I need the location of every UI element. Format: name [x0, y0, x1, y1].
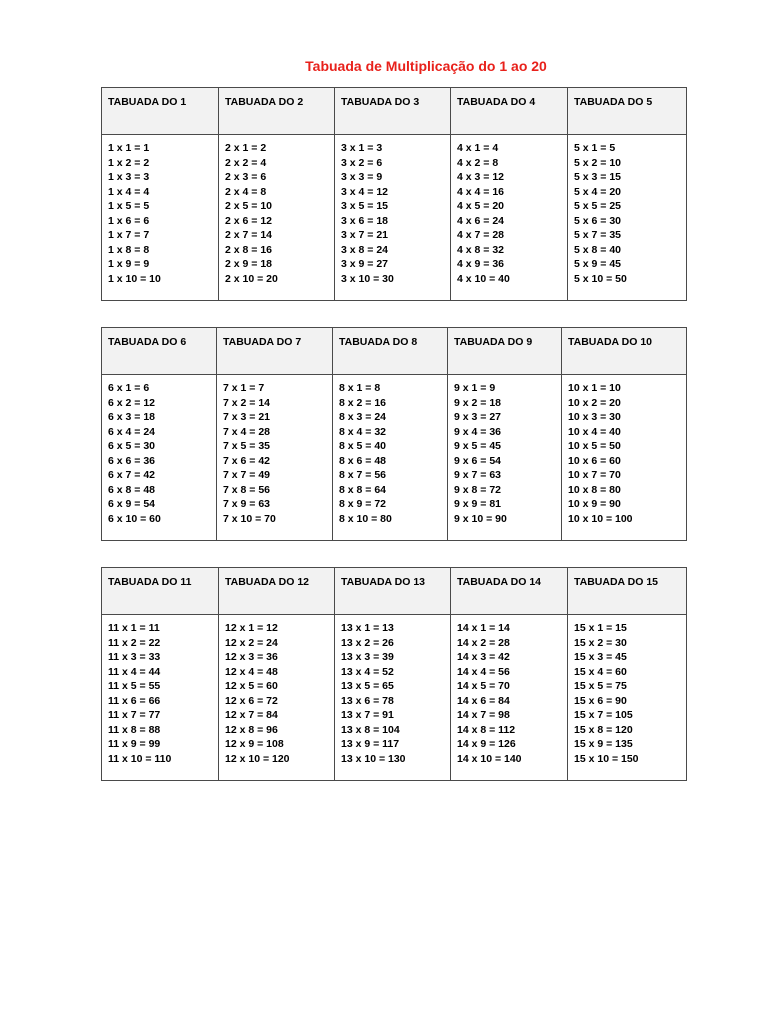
table-header: TABUADA DO 11	[108, 576, 192, 588]
table-body-cell	[335, 615, 451, 781]
multiplication-row: 5 x 5 = 25	[574, 200, 621, 213]
multiplication-row: 5 x 6 = 30	[574, 214, 621, 227]
multiplication-row: 10 x 8 = 80	[568, 483, 621, 496]
multiplication-row: 9 x 3 = 27	[454, 411, 501, 424]
table-body-cell	[102, 375, 217, 541]
multiplication-row: 11 x 9 = 99	[108, 738, 161, 751]
rows-list	[335, 615, 450, 766]
document-title: Tabuada de Multiplicação do 1 ao 20	[305, 58, 547, 74]
multiplication-row: 1 x 3 = 3	[108, 171, 150, 184]
table-header: TABUADA DO 15	[574, 576, 659, 588]
multiplication-row: 2 x 6 = 12	[225, 214, 272, 227]
multiplication-row: 4 x 9 = 36	[457, 258, 504, 271]
multiplication-row: 5 x 4 = 20	[574, 185, 621, 198]
header-cell	[219, 88, 335, 135]
multiplication-row: 1 x 7 = 7	[108, 229, 150, 242]
multiplication-row: 3 x 4 = 12	[341, 185, 388, 198]
multiplication-row: 7 x 2 = 14	[223, 396, 270, 409]
header-cell	[217, 328, 333, 375]
multiplication-row: 4 x 8 = 32	[457, 243, 504, 256]
multiplication-row: 7 x 8 = 56	[223, 483, 270, 496]
multiplication-row: 7 x 5 = 35	[223, 440, 270, 453]
multiplication-row: 6 x 3 = 18	[108, 411, 155, 424]
multiplication-row: 15 x 9 = 135	[574, 738, 633, 751]
multiplication-row: 8 x 6 = 48	[339, 454, 386, 467]
multiplication-row: 1 x 9 = 9	[108, 258, 150, 271]
multiplication-row: 12 x 6 = 72	[225, 694, 278, 707]
multiplication-row: 11 x 4 = 44	[108, 665, 161, 678]
multiplication-row: 14 x 3 = 42	[457, 651, 510, 664]
header-cell	[451, 568, 568, 615]
multiplication-row: 7 x 6 = 42	[223, 454, 270, 467]
table-body-cell	[335, 135, 451, 301]
multiplication-row: 4 x 2 = 8	[457, 156, 499, 169]
multiplication-row: 8 x 3 = 24	[339, 411, 386, 424]
multiplication-row: 15 x 5 = 75	[574, 680, 627, 693]
header-cell	[448, 328, 562, 375]
multiplication-row: 3 x 10 = 30	[341, 272, 394, 285]
multiplication-row: 6 x 1 = 6	[108, 382, 150, 394]
multiplication-row: 5 x 7 = 35	[574, 229, 621, 242]
multiplication-row: 10 x 9 = 90	[568, 498, 621, 511]
header-cell	[562, 328, 687, 375]
multiplication-row: 14 x 7 = 98	[457, 709, 510, 722]
multiplication-block-2	[101, 327, 687, 541]
multiplication-row: 7 x 10 = 70	[223, 512, 276, 525]
table-body-cell	[219, 135, 335, 301]
multiplication-row: 10 x 4 = 40	[568, 425, 621, 438]
header-cell	[451, 88, 568, 135]
header-row	[102, 568, 687, 615]
multiplication-row: 8 x 4 = 32	[339, 425, 386, 438]
multiplication-row: 13 x 6 = 78	[341, 694, 394, 707]
multiplication-row: 6 x 10 = 60	[108, 512, 161, 525]
multiplication-row: 9 x 5 = 45	[454, 440, 501, 453]
header-cell	[333, 328, 448, 375]
multiplication-row: 14 x 10 = 140	[457, 752, 522, 765]
multiplication-row: 14 x 6 = 84	[457, 694, 510, 707]
multiplication-row: 2 x 5 = 10	[225, 200, 272, 213]
multiplication-row: 13 x 7 = 91	[341, 709, 394, 722]
multiplication-row: 1 x 4 = 4	[108, 185, 150, 198]
rows-list	[335, 135, 450, 286]
multiplication-row: 13 x 10 = 130	[341, 752, 406, 765]
multiplication-row: 7 x 7 = 49	[223, 469, 270, 482]
multiplication-row: 4 x 3 = 12	[457, 171, 504, 184]
rows-list	[102, 375, 216, 526]
header-row	[102, 328, 687, 375]
header-cell	[102, 328, 217, 375]
multiplication-row: 6 x 5 = 30	[108, 440, 155, 453]
body-row	[102, 615, 687, 781]
multiplication-row: 4 x 6 = 24	[457, 214, 504, 227]
multiplication-row: 14 x 5 = 70	[457, 680, 510, 693]
header-cell	[219, 568, 335, 615]
multiplication-row: 15 x 10 = 150	[574, 752, 639, 765]
multiplication-row: 12 x 1 = 12	[225, 622, 278, 634]
multiplication-row: 7 x 4 = 28	[223, 425, 270, 438]
multiplication-row: 1 x 6 = 6	[108, 214, 150, 227]
multiplication-row: 12 x 10 = 120	[225, 752, 290, 765]
body-row	[102, 375, 687, 541]
multiplication-row: 6 x 8 = 48	[108, 483, 155, 496]
multiplication-row: 8 x 10 = 80	[339, 512, 392, 525]
multiplication-row: 5 x 3 = 15	[574, 171, 621, 184]
multiplication-row: 15 x 4 = 60	[574, 665, 627, 678]
rows-list	[102, 135, 218, 286]
multiplication-row: 2 x 9 = 18	[225, 258, 272, 271]
multiplication-row: 6 x 7 = 42	[108, 469, 155, 482]
table-header: TABUADA DO 8	[339, 336, 418, 348]
multiplication-row: 10 x 6 = 60	[568, 454, 621, 467]
multiplication-row: 1 x 10 = 10	[108, 272, 161, 285]
multiplication-row: 10 x 2 = 20	[568, 396, 621, 409]
multiplication-row: 3 x 9 = 27	[341, 258, 388, 271]
multiplication-row: 9 x 10 = 90	[454, 512, 507, 525]
multiplication-row: 4 x 4 = 16	[457, 185, 504, 198]
rows-list	[219, 615, 334, 766]
multiplication-row: 14 x 1 = 14	[457, 622, 510, 634]
multiplication-row: 13 x 5 = 65	[341, 680, 394, 693]
table-header: TABUADA DO 6	[108, 336, 187, 348]
header-cell	[102, 88, 219, 135]
multiplication-row: 2 x 7 = 14	[225, 229, 272, 242]
multiplication-row: 12 x 3 = 36	[225, 651, 278, 664]
multiplication-row: 7 x 3 = 21	[223, 411, 270, 424]
header-cell	[335, 88, 451, 135]
multiplication-row: 2 x 10 = 20	[225, 272, 278, 285]
multiplication-row: 3 x 8 = 24	[341, 243, 388, 256]
multiplication-row: 12 x 2 = 24	[225, 636, 278, 649]
multiplication-row: 3 x 2 = 6	[341, 156, 383, 169]
multiplication-row: 13 x 8 = 104	[341, 723, 400, 736]
multiplication-row: 11 x 8 = 88	[108, 723, 161, 736]
multiplication-row: 1 x 5 = 5	[108, 200, 150, 213]
multiplication-row: 11 x 1 = 11	[108, 622, 160, 634]
multiplication-row: 2 x 4 = 8	[225, 185, 267, 198]
table-body-cell	[102, 135, 219, 301]
multiplication-row: 7 x 1 = 7	[223, 382, 265, 394]
table-body-cell	[451, 615, 568, 781]
multiplication-row: 2 x 8 = 16	[225, 243, 272, 256]
table-body-cell	[562, 375, 687, 541]
table-header: TABUADA DO 10	[568, 336, 653, 348]
multiplication-row: 15 x 2 = 30	[574, 636, 627, 649]
multiplication-row: 13 x 4 = 52	[341, 665, 394, 678]
multiplication-row: 1 x 8 = 8	[108, 243, 150, 256]
multiplication-row: 14 x 9 = 126	[457, 738, 516, 751]
table-header: TABUADA DO 12	[225, 576, 310, 588]
multiplication-row: 3 x 3 = 9	[341, 171, 383, 184]
multiplication-row: 5 x 2 = 10	[574, 156, 621, 169]
multiplication-row: 15 x 1 = 15	[574, 622, 627, 634]
multiplication-row: 6 x 2 = 12	[108, 396, 155, 409]
multiplication-row: 9 x 2 = 18	[454, 396, 501, 409]
multiplication-row: 13 x 3 = 39	[341, 651, 394, 664]
multiplication-row: 5 x 10 = 50	[574, 272, 627, 285]
multiplication-row: 14 x 4 = 56	[457, 665, 510, 678]
multiplication-row: 14 x 8 = 112	[457, 723, 516, 736]
multiplication-row: 6 x 6 = 36	[108, 454, 155, 467]
multiplication-row: 12 x 7 = 84	[225, 709, 278, 722]
rows-list	[451, 615, 567, 766]
multiplication-row: 4 x 1 = 4	[457, 142, 499, 154]
table-header: TABUADA DO 3	[341, 96, 420, 108]
multiplication-row: 10 x 7 = 70	[568, 469, 621, 482]
multiplication-row: 9 x 4 = 36	[454, 425, 501, 438]
multiplication-row: 8 x 9 = 72	[339, 498, 386, 511]
multiplication-row: 8 x 7 = 56	[339, 469, 386, 482]
table-header: TABUADA DO 14	[457, 576, 542, 588]
rows-list	[333, 375, 447, 526]
rows-list	[448, 375, 561, 526]
multiplication-row: 3 x 5 = 15	[341, 200, 388, 213]
rows-list	[451, 135, 567, 286]
multiplication-row: 10 x 5 = 50	[568, 440, 621, 453]
multiplication-row: 9 x 6 = 54	[454, 454, 501, 467]
multiplication-row: 12 x 8 = 96	[225, 723, 278, 736]
multiplication-row: 12 x 5 = 60	[225, 680, 278, 693]
multiplication-row: 5 x 8 = 40	[574, 243, 621, 256]
multiplication-row: 15 x 8 = 120	[574, 723, 633, 736]
header-cell	[568, 568, 687, 615]
table-body-cell	[217, 375, 333, 541]
multiplication-row: 13 x 9 = 117	[341, 738, 400, 751]
multiplication-row: 15 x 7 = 105	[574, 709, 633, 722]
multiplication-row: 13 x 1 = 13	[341, 622, 394, 634]
header-cell	[568, 88, 687, 135]
multiplication-row: 3 x 7 = 21	[341, 229, 388, 242]
table-body-cell	[219, 615, 335, 781]
multiplication-row: 11 x 6 = 66	[108, 694, 161, 707]
multiplication-row: 3 x 1 = 3	[341, 142, 383, 154]
multiplication-row: 8 x 1 = 8	[339, 382, 381, 394]
table-header: TABUADA DO 2	[225, 96, 304, 108]
multiplication-row: 11 x 7 = 77	[108, 709, 161, 722]
table-body-cell	[333, 375, 448, 541]
multiplication-row: 13 x 2 = 26	[341, 636, 394, 649]
table-header: TABUADA DO 13	[341, 576, 426, 588]
table-header: TABUADA DO 9	[454, 336, 533, 348]
multiplication-row: 5 x 9 = 45	[574, 258, 621, 271]
multiplication-block-3	[101, 567, 687, 781]
multiplication-row: 12 x 9 = 108	[225, 738, 284, 751]
rows-list	[102, 615, 218, 766]
multiplication-row: 15 x 3 = 45	[574, 651, 627, 664]
multiplication-row: 12 x 4 = 48	[225, 665, 278, 678]
multiplication-row: 4 x 7 = 28	[457, 229, 504, 242]
rows-list	[568, 615, 686, 766]
header-row	[102, 88, 687, 135]
multiplication-row: 7 x 9 = 63	[223, 498, 270, 511]
multiplication-row: 5 x 1 = 5	[574, 142, 616, 154]
table-header: TABUADA DO 4	[457, 96, 536, 108]
multiplication-row: 9 x 8 = 72	[454, 483, 501, 496]
body-row	[102, 135, 687, 301]
header-cell	[335, 568, 451, 615]
multiplication-row: 11 x 5 = 55	[108, 680, 161, 693]
multiplication-row: 9 x 7 = 63	[454, 469, 501, 482]
rows-list	[219, 135, 334, 286]
multiplication-row: 11 x 10 = 110	[108, 752, 172, 765]
multiplication-row: 9 x 1 = 9	[454, 382, 496, 394]
multiplication-row: 2 x 2 = 4	[225, 156, 267, 169]
table-body-cell	[568, 615, 687, 781]
multiplication-row: 1 x 2 = 2	[108, 156, 150, 169]
table-header: TABUADA DO 7	[223, 336, 302, 348]
multiplication-row: 11 x 2 = 22	[108, 636, 161, 649]
multiplication-row: 4 x 10 = 40	[457, 272, 510, 285]
multiplication-row: 3 x 6 = 18	[341, 214, 388, 227]
rows-list	[568, 135, 686, 286]
table-header: TABUADA DO 5	[574, 96, 653, 108]
table-body-cell	[568, 135, 687, 301]
multiplication-row: 9 x 9 = 81	[454, 498, 501, 511]
table-body-cell	[451, 135, 568, 301]
multiplication-row: 4 x 5 = 20	[457, 200, 504, 213]
header-cell	[102, 568, 219, 615]
multiplication-row: 8 x 5 = 40	[339, 440, 386, 453]
rows-list	[217, 375, 332, 526]
multiplication-row: 2 x 1 = 2	[225, 142, 267, 154]
multiplication-row: 14 x 2 = 28	[457, 636, 510, 649]
multiplication-row: 10 x 3 = 30	[568, 411, 621, 424]
multiplication-row: 1 x 1 = 1	[108, 142, 150, 154]
multiplication-row: 8 x 8 = 64	[339, 483, 386, 496]
table-body-cell	[102, 615, 219, 781]
multiplication-row: 10 x 1 = 10	[568, 382, 621, 394]
table-body-cell	[448, 375, 562, 541]
multiplication-row: 6 x 9 = 54	[108, 498, 155, 511]
multiplication-row: 11 x 3 = 33	[108, 651, 161, 664]
multiplication-block-1	[101, 87, 687, 301]
multiplication-row: 10 x 10 = 100	[568, 512, 633, 525]
multiplication-row: 15 x 6 = 90	[574, 694, 627, 707]
table-header: TABUADA DO 1	[108, 96, 187, 108]
rows-list	[562, 375, 686, 526]
multiplication-row: 8 x 2 = 16	[339, 396, 386, 409]
multiplication-row: 2 x 3 = 6	[225, 171, 267, 184]
multiplication-row: 6 x 4 = 24	[108, 425, 155, 438]
